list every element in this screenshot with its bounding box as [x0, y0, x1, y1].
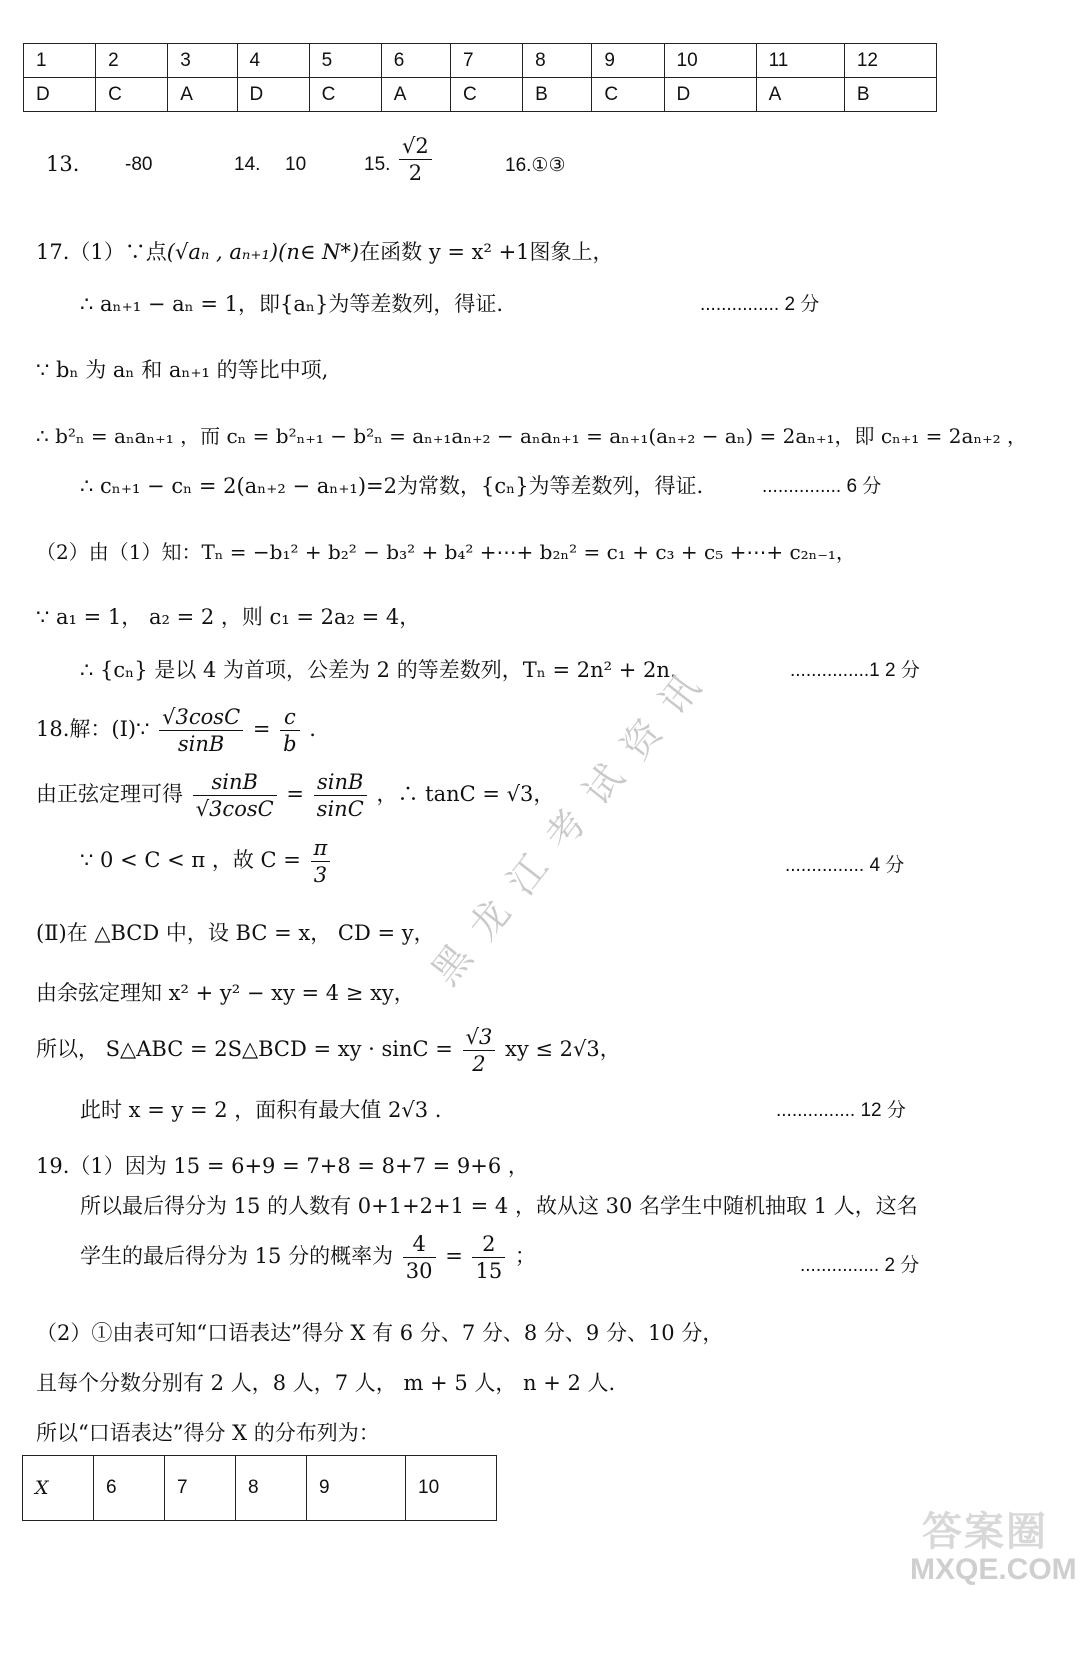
answer-table-answer-cell: D	[237, 78, 309, 112]
answer-table-answer-cell: C	[309, 78, 381, 112]
q18-f4-num: sinB	[314, 770, 367, 796]
answer-table-number-cell: 11	[756, 44, 844, 78]
q13-label: 13.	[46, 152, 80, 176]
distribution-table-row	[23, 1456, 497, 1521]
q17-line5: ∴ cₙ₊₁ − cₙ = 2(aₙ₊₂ − aₙ₊₁)=2为常数，{cₙ}为等差数列，得证.	[80, 474, 704, 498]
q19-eq: =	[445, 1244, 463, 1269]
q17-line1	[36, 236, 614, 266]
q18-eq2: =	[286, 782, 304, 807]
q18-f2-den: b	[283, 732, 297, 757]
answer-table-number-cell: 1	[24, 44, 96, 78]
q17-line1-prefix: 17.（1）∵点	[36, 240, 167, 264]
watermark-char: 江	[498, 846, 557, 904]
answer-table-number-cell: 2	[96, 44, 168, 78]
distribution-table	[22, 1455, 497, 1521]
answer-table-answer-cell: B	[844, 78, 936, 112]
q18-f5-den: 3	[313, 863, 328, 888]
answer-table-number-cell: 10	[664, 44, 756, 78]
q18-score-4: ............... 4 分	[785, 855, 905, 876]
q18-f1-num: √3cosC	[159, 705, 243, 731]
q18-line7: 此时 x = y = 2 ，面积有最大值 2√3 .	[80, 1098, 442, 1122]
q18-line6-prefix: 所以， S△ABC = 2S△BCD = xy · sinC =	[36, 1037, 453, 1062]
site-logo	[910, 1500, 1077, 1587]
watermark-char: 黑	[422, 936, 481, 994]
q18-line2-suffix: ，∴ tanC = √3，	[376, 782, 555, 807]
q17-line2: ∴ aₙ₊₁ − aₙ = 1，即{aₙ}为等差数列，得证.	[80, 292, 504, 316]
q18-f6-num: √3	[463, 1025, 496, 1051]
q18-line6-suffix: xy ≤ 2√3，	[505, 1037, 621, 1062]
q17-score-6: ............... 6 分	[762, 476, 882, 497]
q18-f5-num: π	[311, 836, 331, 862]
watermark-char: 龙	[460, 891, 519, 949]
answer-table-answer-cell: D	[24, 78, 96, 112]
answer-table-answer-cell: C	[451, 78, 523, 112]
answer-table-answer-cell: A	[168, 78, 237, 112]
answer-table-number-cell: 3	[168, 44, 237, 78]
q19-score-2: ............... 2 分	[800, 1255, 920, 1276]
answer-table-answer-cell: A	[756, 78, 844, 112]
q18-line1	[36, 705, 316, 756]
distribution-table-cell: 10	[406, 1456, 497, 1521]
q19-line1: 19.（1）因为 15 = 6+9 = 7+8 = 8+7 = 9+6 ，	[36, 1154, 529, 1178]
q19-line2: 所以最后得分为 15 的人数有 0+1+2+1 = 4 ，故从这 30 名学生中随机抽取 1 人，这名	[80, 1194, 918, 1218]
q18-f4-den: sinC	[316, 797, 364, 822]
q18-eq: =	[252, 717, 271, 742]
q17-line4: ∴ b²ₙ = aₙaₙ₊₁ ，而 cₙ = b²ₙ₊₁ − b²ₙ = aₙ₊₁aₙ₊₂ − aₙaₙ₊₁ = aₙ₊₁(aₙ₊₂ − aₙ) = 2aₙ₊₁，即 cₙ₊₁ = 2aₙ₊₂ ，	[36, 424, 1028, 448]
q19-f1-den: 30	[405, 1259, 433, 1284]
q18-line3-prefix: ∵ 0 < C < π ，故 C =	[80, 848, 301, 873]
q14-value: 10	[285, 154, 307, 175]
q16-answer: 16.①③	[505, 155, 566, 176]
q17-line3: ∵ bₙ 为 aₙ 和 aₙ₊₁ 的等比中项,	[36, 358, 329, 382]
answer-table-number-row	[24, 44, 937, 78]
distribution-table-cell: 8	[236, 1456, 307, 1521]
q19-line3-prefix: 学生的最后得分为 15 分的概率为	[80, 1244, 394, 1269]
q18-line5: 由余弦定理知 x² + y² − xy = 4 ≥ xy，	[36, 981, 415, 1005]
answer-table-number-cell: 9	[592, 44, 664, 78]
q18-f1-den: sinB	[177, 732, 225, 757]
site-logo-top: 答案圈	[922, 1510, 1048, 1554]
q13-value: -80	[125, 154, 153, 175]
answer-table-answer-cell: C	[592, 78, 664, 112]
answer-table-answer-cell: A	[381, 78, 450, 112]
q18-f2-num: c	[280, 705, 299, 731]
answer-table-number-cell: 6	[381, 44, 450, 78]
answer-table-answer-cell: C	[96, 78, 168, 112]
q18-line6	[36, 1025, 621, 1076]
q19-line5: 且每个分数分别有 2 人，8 人，7 人， m + 5 人， n + 2 人.	[36, 1371, 616, 1395]
q18-line2-prefix: 由正弦定理可得	[36, 782, 183, 807]
site-logo-bottom: MXQE.COM	[910, 1553, 1077, 1586]
q18-f3-den: √3cosC	[195, 797, 274, 822]
answer-table-answer-cell: D	[664, 78, 756, 112]
answer-table	[23, 43, 937, 112]
q15-denominator: 2	[408, 161, 423, 186]
q18-score-12: ............... 12 分	[776, 1100, 906, 1121]
q18-period: .	[309, 717, 316, 742]
answer-table-answer-row	[24, 78, 937, 112]
answer-table-number-cell: 7	[451, 44, 523, 78]
answer-table-number-cell: 8	[523, 44, 592, 78]
q18-line2	[36, 770, 554, 821]
q15-label: 15.	[364, 154, 391, 175]
q19-f2-num: 2	[472, 1232, 505, 1258]
q19-line4: （2）①由表可知“口语表达”得分 X 有 6 分、7 分、8 分、9 分、10 分，	[36, 1321, 724, 1345]
q19-f2-den: 15	[475, 1259, 503, 1284]
answer-table-number-cell: 12	[844, 44, 936, 78]
q18-line4: (Ⅱ)在 △BCD 中，设 BC = x， CD = y，	[36, 921, 435, 945]
q14-label: 14.	[234, 154, 261, 175]
q17-line8: ∴ {cₙ} 是以 4 为首项，公差为 2 的等差数列，Tₙ = 2n² + 2n.	[80, 658, 677, 682]
distribution-table-cell: 7	[165, 1456, 236, 1521]
q17-score-2: ............... 2 分	[700, 294, 820, 315]
q17-line6: （2）由（1）知：Tₙ = −b₁² + b₂² − b₃² + b₄² +⋯+ b₂ₙ² = c₁ + c₃ + c₅ +⋯+ c₂ₙ₋₁，	[36, 540, 856, 564]
q17-score-12: ...............1 2 分	[790, 660, 920, 681]
q17-line1-math: (√aₙ , aₙ₊₁)(n∈ N*)	[166, 240, 360, 264]
q18-f3-num: sinB	[193, 770, 277, 796]
q15-fraction	[396, 134, 435, 185]
distribution-table-cell: X	[23, 1456, 94, 1521]
q18-head: 18.解：(Ⅰ)∵	[36, 717, 150, 742]
q19-line3	[80, 1232, 536, 1283]
q19-line6: 所以“口语表达”得分 X 的分布列为：	[36, 1421, 380, 1445]
watermark-char: 讯	[650, 666, 709, 724]
distribution-table-cell: 6	[94, 1456, 165, 1521]
q19-f1-num: 4	[403, 1232, 436, 1258]
answer-table-answer-cell: B	[523, 78, 592, 112]
distribution-table-cell: 9	[307, 1456, 406, 1521]
watermark-char: 试	[574, 756, 633, 814]
q17-line7: ∵ a₁ = 1， a₂ = 2 ，则 c₁ = 2a₂ = 4，	[36, 605, 421, 629]
q18-line3	[80, 836, 333, 887]
watermark-char: 资	[612, 711, 671, 769]
q18-f6-den: 2	[472, 1052, 486, 1077]
answer-table-number-cell: 5	[309, 44, 381, 78]
q15-numerator: √2	[399, 134, 432, 160]
watermark-char: 考	[536, 801, 595, 859]
answer-table-number-cell: 4	[237, 44, 309, 78]
q17-line1-suffix: 在函数 y = x² +1图象上，	[359, 240, 614, 264]
q19-line3-suffix: ；	[514, 1244, 536, 1269]
